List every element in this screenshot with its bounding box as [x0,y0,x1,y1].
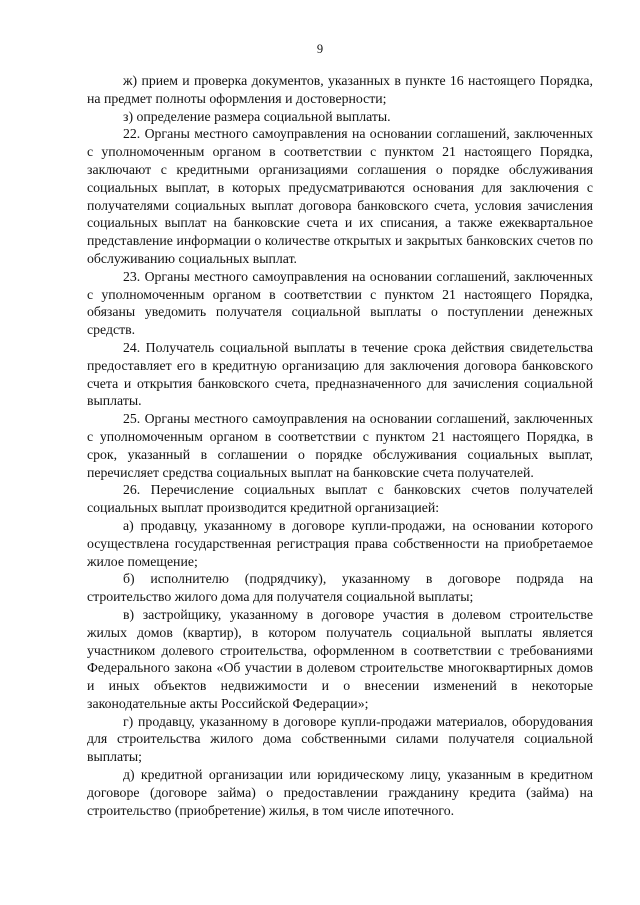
paragraph-item-b: б) исполнителю (подрядчику), указанному в договоре подряда на строительство жилого дома для получателя социальной выплаты; [87,571,593,605]
paragraph-item-a: а) продавцу, указанному в договоре купли-продажи, на основании которого осуществлена государственная регистрация права собственности на приобретаемое жилое помещение; [87,517,593,569]
document-body [87,72,593,819]
paragraph-item-d: д) кредитной организации или юридическому лицу, указанным в кредитном договоре (договоре займа) о предоставлении гражданину кредита (займа) на строительство (приобретение) жилья, в том числе ипотечного. [87,767,593,818]
paragraph-item-z: з) определение размера социальной выплаты. [123,108,391,124]
paragraph-item-v: в) застройщику, указанному в договоре участия в долевом строительстве жилых домов (квартир), в котором получатель социальной выплаты является участником долевого строительства, оформленном в соответствии с требованиями Федерального закона «Об участии в долевом строительстве многоквартирных домов и иных объектов недвижимости и о внесении изменений в некоторые законодательные акты Российской Федерации»; [87,606,593,711]
page-number: 9 [316,42,324,56]
paragraph-23: 23. Органы местного самоуправления на основании соглашений, заключенных с уполномоченным органом в соответствии с пунктом 21 настоящего Порядка, обязаны уведомить получателя социальной выплаты о поступлении денежных средств. [87,268,593,338]
paragraph-item-g: г) продавцу, указанному в договоре купли-продажи материалов, оборудования для строительства жилого дома собственными силами получателя социальной выплаты; [87,713,593,765]
paragraph-item-zh: ж) прием и проверка документов, указанных в пункте 16 настоящего Порядка, на предмет полноты оформления и достоверности; [87,73,593,106]
paragraph-25: 25. Органы местного самоуправления на основании соглашений, заключенных с уполномоченным органом в соответствии с пунктом 21 настоящего Порядка, в срок, указанный в соглашении о порядке обслуживания социальных выплат, перечисляет средства социальных выплат на банковские счета получателей. [87,411,593,480]
paragraph-26: 26. Перечисление социальных выплат с банковских счетов получателей социальных выплат производится кредитной организацией: [87,482,593,516]
paragraph-24: 24. Получатель социальной выплаты в течение срока действия свидетельства предоставляет его в кредитную организацию для заключения договора банковского счета и открытия банковского счета, предназначенного для зачисления социальной выплаты. [87,339,593,409]
paragraph-22: 22. Органы местного самоуправления на основании соглашений, заключенных с уполномоченным органом в соответствии с пунктом 21 настоящего Порядка, заключают с кредитными организациями соглашения о порядке обслуживания социальных выплат, в которых предусматриваются основания для заключения с получателями социальных выплат договора банковского счета, условия зачисления социальных выплат на банковские счета и их списания, а также ежеквартальное представление информации о количестве открытых и закрытых банковских счетов по обслуживанию социальных выплат. [87,126,593,266]
